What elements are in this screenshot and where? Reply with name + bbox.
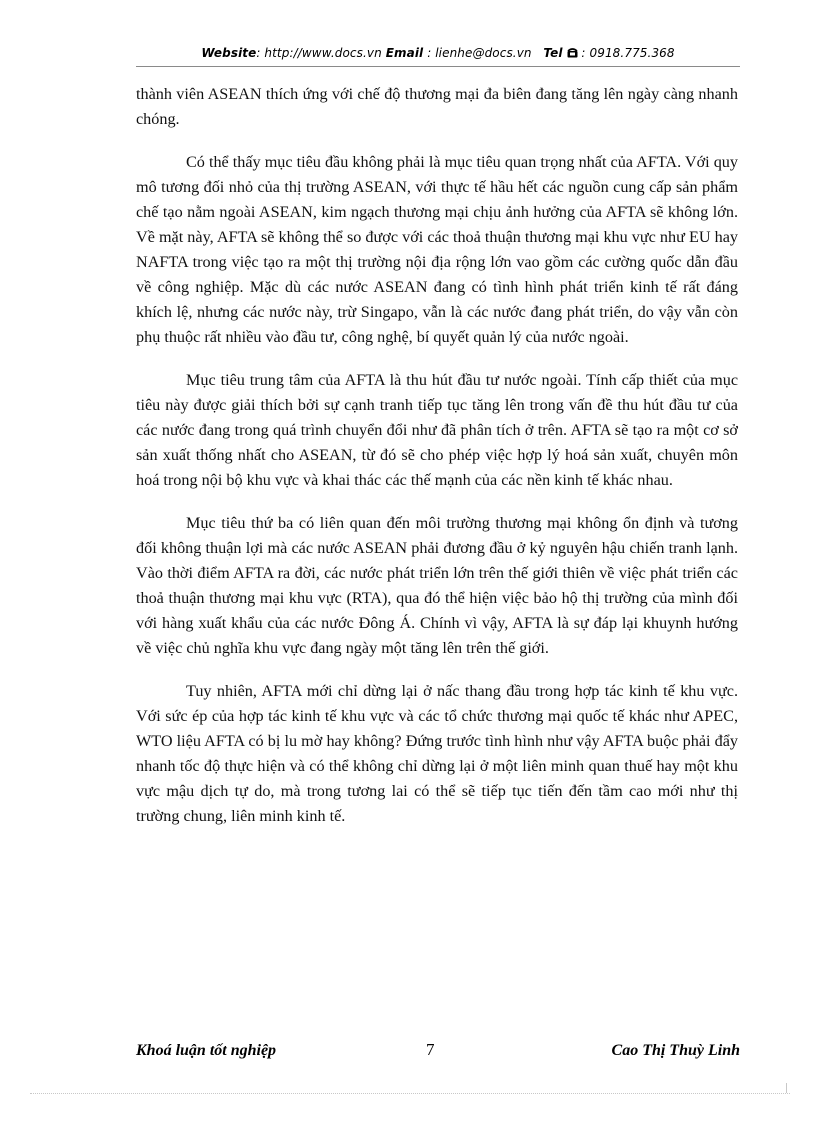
paragraph: Có thể thấy mục tiêu đầu không phải là mục tiêu quan trọng nhất của AFTA. Với quy mô tương đối nhỏ của thị trường ASEAN, với thực tế hầu hết các nguồn cung cấp sản phẩm chế tạo nằm ngoài ASEAN, kim ngạch thương mại chịu ảnh hưởng của AFTA sẽ không lớn. Về mặt này, AFTA sẽ không thể so được với các thoả thuận thương mại khu vực như EU hay NAFTA trong việc tạo ra một thị trường nội địa rộng lớn vao gồm các cường quốc dẫn đầu về công nghiệp. Mặc dù các nước ASEAN đang có tình hình phát triển kinh tế rất đáng khích lệ, nhưng các nước này, trừ Singapo, vẫn là các nước đang phát triển, do vậy vẫn còn phụ thuộc rất nhiều vào đầu tư, công nghệ, bí quyết quản lý của nước ngoài. [136, 153, 738, 346]
page-footer [136, 1042, 740, 1066]
paragraph: Mục tiêu trung tâm của AFTA là thu hút đầu tư nước ngoài. Tính cấp thiết của mục tiêu này được giải thích bởi sự cạnh tranh tiếp tục tăng lên trong vấn đề thu hút đầu tư của các nước đang trong quá trình chuyển đổi như đã phân tích ở trên. AFTA sẽ tạo ra một cơ sở sản xuất thống nhất cho ASEAN, từ đó sẽ cho phép việc hợp lý hoá sản xuất, chuyên môn hoá trong nội bộ khu vực và khai thác các thế mạnh của các nền kinh tế khác nhau. [136, 371, 738, 489]
paragraph: Mục tiêu thứ ba có liên quan đến môi trường thương mại không ổn định và tương đối không thuận lợi mà các nước ASEAN phải đương đầu ở kỷ nguyên hậu chiến tranh lạnh. Vào thời điểm AFTA ra đời, các nước phát triển lớn trên thế giới thiên về việc phát triển các thoả thuận thương mại khu vực (RTA), qua đó thể hiện việc bảo hộ thị trường của mình đối với hàng xuất khẩu của các nước Đông Á. Chính vì vậy, AFTA là sự đáp lại khuynh hướng về việc chủ nghĩa khu vực đang ngày một tăng lên trên thế giới. [136, 514, 738, 657]
footer-thesis-title: Khoá luận tốt nghiệp [136, 1042, 277, 1059]
email-value: : lienhe@docs.vn [427, 46, 532, 60]
website-value: : http://www.docs.vn [256, 46, 382, 60]
email-label: Email [385, 46, 424, 60]
header-divider [136, 66, 740, 67]
page-header [136, 46, 740, 60]
paragraph: thành viên ASEAN thích ứng với chế độ thương mại đa biên đang tăng lên ngày càng nhanh chóng. [136, 85, 738, 128]
paragraph: Tuy nhiên, AFTA mới chỉ dừng lại ở nấc thang đầu trong hợp tác kinh tế khu vực. Với sức ép của hợp tác kinh tế khu vực và các tổ chức thương mại quốc tế khác như APEC, WTO liệu AFTA có bị lu mờ hay không? Đứng trước tình hình như vậy AFTA buộc phải đẩy nhanh tốc độ thực hiện và có thể không chỉ dừng lại ở một liên minh quan thuế hay một khu vực mậu dịch tự do, mà trong tương lai có thể sẽ tiếp tục tiến đến tầm cao mới như thị trường chung, liên minh kinh tế. [136, 682, 738, 825]
phone-icon [567, 46, 582, 60]
page-corner-mark [786, 1083, 797, 1093]
body-text [136, 82, 738, 847]
website-label: Website [201, 46, 257, 60]
tel-label: Tel [543, 46, 563, 60]
footer-author: Cao Thị Thuỳ Linh [611, 1042, 740, 1059]
page-bottom-border [30, 1093, 790, 1094]
tel-value: : 0918.775.368 [581, 46, 675, 60]
page-number: 7 [426, 1040, 435, 1059]
